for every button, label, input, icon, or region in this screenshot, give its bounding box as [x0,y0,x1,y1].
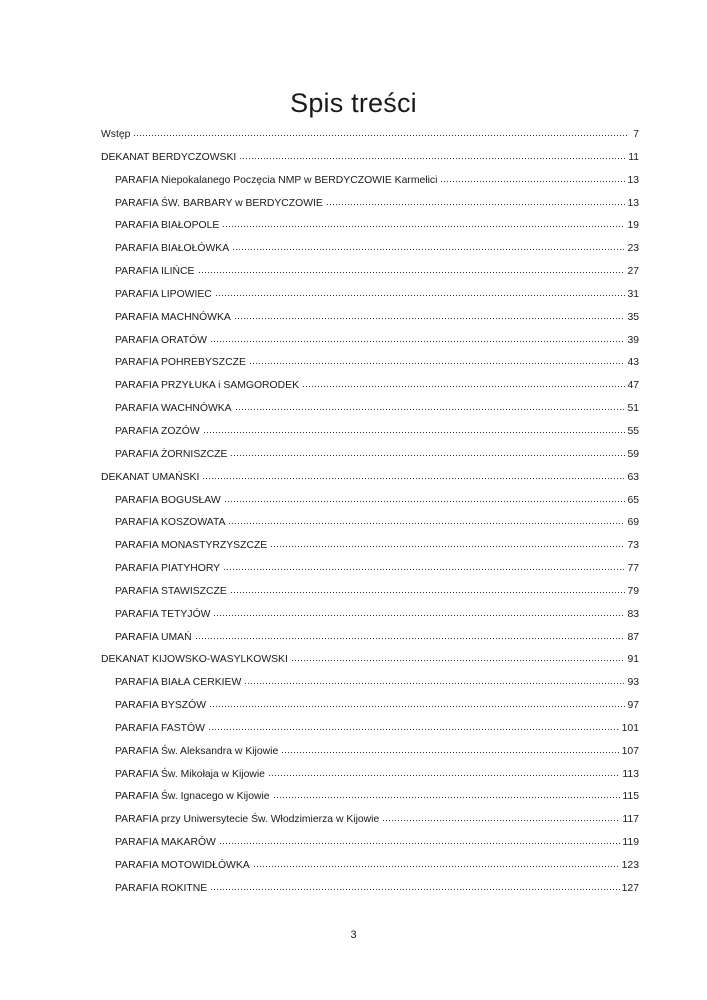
toc-entry-label: DEKANAT KIJOWSKO-WASYLKOWSKI [101,654,288,666]
toc-entry-label: PARAFIA MOTOWIDŁÓWKA [115,860,250,871]
toc-entry[interactable] [101,535,639,558]
dot-leader [213,605,625,617]
toc-entry-label: PARAFIA UMAŃ [115,631,192,643]
toc-entry-page: 23 [627,243,639,255]
toc-entry-label: PARAFIA ŚW. BARBARY w BERDYCZOWIE [115,197,323,209]
toc-entry-label: PARAFIA BIAŁA CERKIEW [115,677,242,689]
dot-leader [219,833,621,845]
toc-entry-label: PARAFIA WACHNÓWKA [115,403,232,415]
toc-entry-page: 83 [627,608,639,620]
toc-entry-page: 55 [627,425,639,437]
dot-leader [230,582,626,594]
toc-entry-page: 77 [627,563,639,575]
dot-leader [235,399,626,411]
toc-entry-page: 79 [627,585,639,597]
toc-entry-page: 87 [627,631,639,643]
toc-entry[interactable] [101,809,639,832]
toc-entry-label: PARAFIA ŻORNISZCZE [115,448,228,460]
toc-entry[interactable] [101,467,639,490]
toc-entry-page: 31 [627,288,639,300]
toc-entry-label: DEKANAT BERDYCZOWSKI [101,151,237,163]
toc-entry[interactable] [101,147,639,170]
toc-entry[interactable] [101,786,639,809]
dot-leader [440,171,625,183]
dot-leader [210,331,625,343]
toc-entry-page: 43 [627,357,639,369]
dot-leader [244,673,625,685]
toc-entry[interactable] [101,718,639,741]
toc-entry-label: PARAFIA KOSZOWATA [115,517,226,529]
toc-entry-page: 73 [627,540,639,552]
toc-entry-page: 27 [627,266,639,278]
toc-entry-label: PARAFIA BYSZÓW [115,700,207,712]
dot-leader [382,810,620,822]
toc-entry-label: PARAFIA STAWISZCZE [115,585,227,597]
toc-entry[interactable] [101,124,639,147]
dot-leader [270,536,625,548]
toc-entry-page: 39 [627,334,639,346]
toc-entry-page: 107 [621,745,639,757]
toc-entry-label: PARAFIA LIPOWIEC [115,288,212,300]
toc-entry[interactable] [101,855,639,878]
dot-leader [208,719,620,731]
page-title: Spis treści [290,88,417,118]
toc-entry-label: PARAFIA MACHNÓWKA [115,311,231,323]
toc-entry-page: 13 [627,174,639,186]
dot-leader [273,787,621,799]
toc-entry[interactable] [101,193,639,216]
dot-leader [234,308,626,320]
toc-entry-label: PARAFIA ORATÓW [115,334,207,346]
dot-leader [133,125,627,137]
toc-entry[interactable] [101,398,639,421]
toc-entry[interactable] [101,375,639,398]
dot-leader [302,376,625,388]
toc-entry-label: PARAFIA ZOZÓW [115,425,200,437]
toc-entry-label: PARAFIA ROKITNE [115,882,208,894]
toc-entry-label: PARAFIA BOGUSŁAW [115,494,221,506]
toc-entry[interactable] [101,330,639,353]
toc-entry-page: 51 [627,403,639,415]
toc-entry[interactable] [101,832,639,855]
toc-entry[interactable] [101,444,639,467]
toc-entry-label: PARAFIA PRZYŁUKA i SAMGORODEK [115,380,299,392]
toc-entry-page: 11 [628,151,639,163]
toc-entry[interactable] [101,352,639,375]
toc-entry-label: PARAFIA Św. Mikołaja w Kijowie [115,768,265,780]
dot-leader [223,559,625,571]
toc-entry-page: 65 [627,494,639,506]
toc-entry[interactable] [101,649,639,672]
toc-entry[interactable] [101,878,639,901]
toc-entry[interactable] [101,490,639,513]
toc-entry[interactable] [101,764,639,787]
dot-leader [230,445,625,457]
dot-leader [209,696,625,708]
toc-entry-page: 69 [627,517,639,529]
toc-entry-page: 113 [622,768,639,780]
table-of-contents [101,124,639,901]
toc-entry-label: PARAFIA BIAŁOŁÓWKA [115,243,230,255]
toc-entry-label: DEKANAT UMAŃSKI [101,471,200,483]
toc-entry-page: 115 [622,791,639,803]
toc-entry-label: PARAFIA MAKARÓW [115,837,216,849]
toc-entry-page: 63 [627,471,639,483]
toc-entry-page: 47 [627,380,639,392]
dot-leader [253,856,620,868]
toc-entry-label: PARAFIA Św. Ignacego w Kijowie [115,791,270,803]
dot-leader [224,491,626,503]
toc-entry-label: PARAFIA Św. Aleksandra w Kijowie [115,745,279,757]
toc-entry[interactable] [101,215,639,238]
toc-entry-page: 123 [621,860,639,871]
toc-entry-label: PARAFIA ILIŃCE [115,266,195,278]
toc-entry[interactable] [101,261,639,284]
toc-entry-label: PARAFIA przy Uniwersytecie Św. Włodzimierza w Kijowie [115,814,380,826]
dot-leader [198,262,626,274]
dot-leader [222,216,625,228]
toc-entry[interactable] [101,512,639,535]
dot-leader [202,468,625,480]
toc-entry-label: Wstęp [101,129,131,140]
toc-entry-label: PARAFIA POHREBYSZCZE [115,357,246,369]
dot-leader [268,765,620,777]
toc-entry[interactable] [101,170,639,193]
dot-leader [232,239,625,251]
toc-entry[interactable] [101,558,639,581]
toc-entry[interactable] [101,307,639,330]
toc-entry[interactable] [101,581,639,604]
toc-entry[interactable] [101,421,639,444]
toc-entry[interactable] [101,604,639,627]
toc-entry[interactable] [101,284,639,307]
toc-entry-label: PARAFIA FASTÓW [115,722,205,734]
toc-entry-page: 19 [627,220,639,232]
dot-leader [210,879,619,891]
toc-entry-label: PARAFIA BIAŁOPOLE [115,220,220,232]
dot-leader [215,285,626,297]
toc-entry-label: PARAFIA PIATYHORY [115,563,221,575]
dot-leader [203,422,626,434]
toc-entry-page: 91 [627,654,639,666]
toc-entry-page: 13 [627,197,639,209]
dot-leader [291,650,626,662]
dot-leader [249,353,626,365]
dot-leader [326,194,626,206]
toc-entry-label: PARAFIA Niepokalanego Poczęcia NMP w BERDYCZOWIE Karmelici [115,174,438,186]
toc-entry-page: 59 [627,448,639,460]
page-number: 3 [350,929,357,941]
dot-leader [228,513,625,525]
toc-entry-page: 7 [633,129,639,140]
toc-entry-page: 93 [627,677,639,689]
toc-entry-page: 117 [622,814,639,826]
toc-entry-label: PARAFIA MONASTYRZYSZCZE [115,540,268,552]
toc-entry-page: 119 [622,837,639,849]
toc-entry[interactable] [101,741,639,764]
dot-leader [281,742,619,754]
toc-entry-label: PARAFIA TETYJÓW [115,608,211,620]
toc-entry-page: 127 [621,882,639,894]
toc-entry[interactable] [101,238,639,261]
toc-entry[interactable] [101,695,639,718]
toc-entry[interactable] [101,627,639,650]
toc-entry-page: 101 [621,722,639,734]
dot-leader [239,148,626,160]
dot-leader [195,628,626,640]
toc-entry-page: 35 [627,311,639,323]
toc-entry-page: 97 [627,700,639,712]
toc-entry[interactable] [101,672,639,695]
